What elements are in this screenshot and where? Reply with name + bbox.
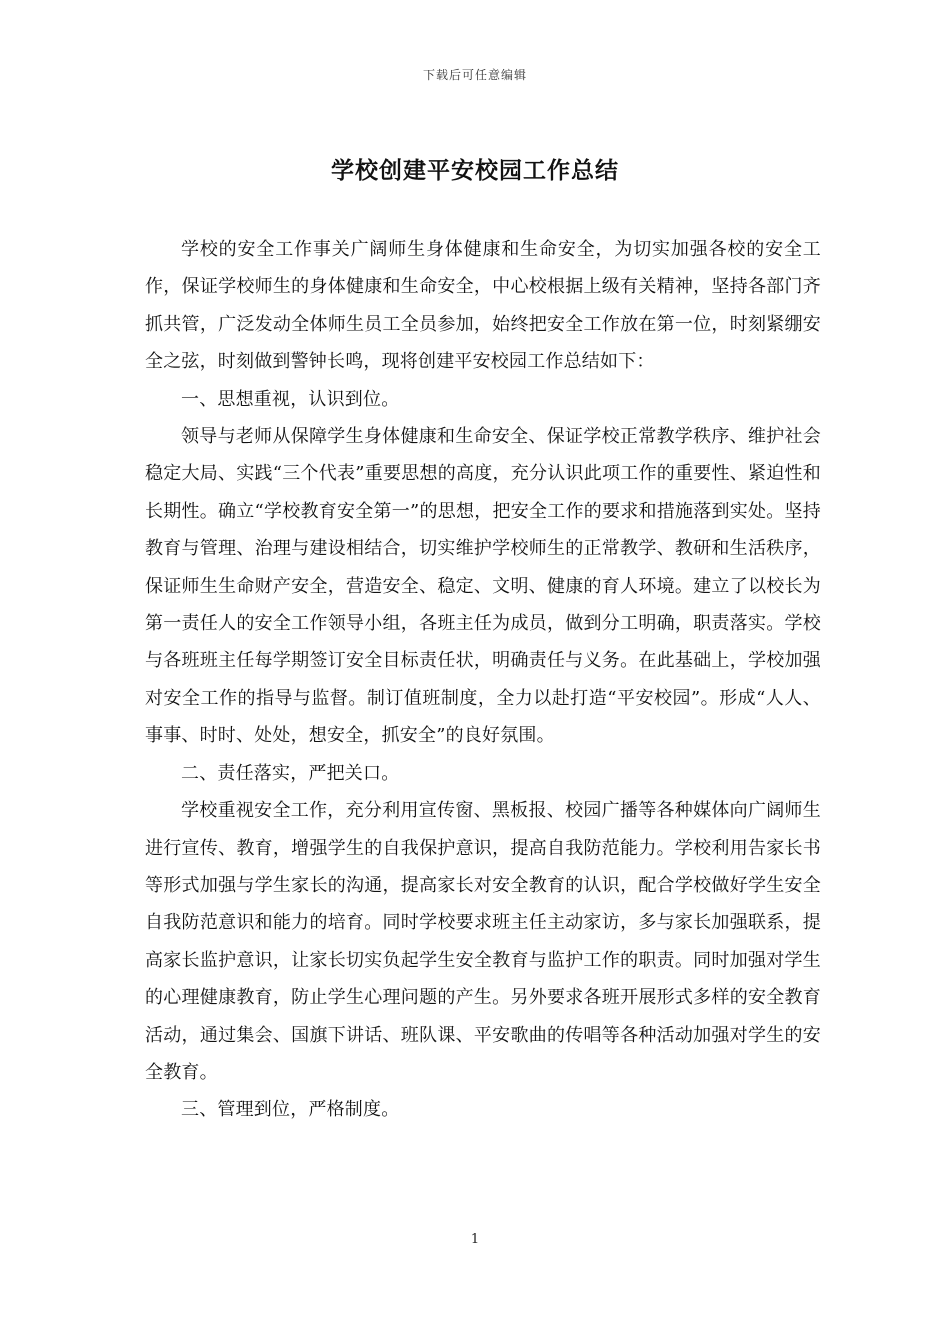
section-heading-2: 二、责任落实，严把关口。 [181, 762, 400, 784]
document-body [145, 231, 821, 1129]
section-heading-1: 一、思想重视，认识到位。 [181, 388, 400, 410]
page-header-note: 下载后可任意编辑 [422, 68, 527, 82]
section-2-paragraph: 学校重视安全工作，充分利用宣传窗、黑板报、校园广播等各种媒体向广阔师生进行宣传、教育，增强学生的自我保护意识，提高自我防范能力。学校利用告家长书等形式加强与学生家长的沟通，提高家长对安全教育的认识，配合学校做好学生安全自我防范意识和能力的培育。同时学校要求班主任主动家访，多与家长加强联系，提高家长监护意识，让家长切实负起学生安全教育与监护工作的职责。同时加强对学生的心理健康教育，防止学生心理问题的产生。另外要求各班开展形式多样的安全教育活动，通过集会、国旗下讲话、班队课、平安歌曲的传唱等各种活动加强对学生的安全教育。 [145, 800, 821, 1083]
intro-paragraph: 学校的安全工作事关广阔师生身体健康和生命安全，为切实加强各校的安全工作，保证学校师生的身体健康和生命安全，中心校根据上级有关精神，坚持各部门齐抓共管，广泛发动全体师生员工全员参加，始终把安全工作放在第一位，时刻紧绷安全之弦，时刻做到警钟长鸣，现将创建平安校园工作总结如下： [145, 239, 821, 373]
document-title: 学校创建平安校园工作总结 [331, 157, 619, 184]
section-1-paragraph: 领导与老师从保障学生身体健康和生命安全、保证学校正常教学秩序、维护社会稳定大局、实践“三个代表”重要思想的高度，充分认识此项工作的重要性、紧迫性和长期性。确立“学校教育安全第一”的思想，把安全工作的要求和措施落到实处。坚持教育与管理、治理与建设相结合，切实维护学校师生的正常教学、教研和生活秩序，保证师生生命财产安全，营造安全、稳定、文明、健康的育人环境。建立了以校长为第一责任人的安全工作领导小组，各班主任为成员，做到分工明确，职责落实。学校与各班班主任每学期签订安全目标责任状，明确责任与义务。在此基础上，学校加强对安全工作的指导与监督。制订值班制度，全力以赴打造“平安校园”。形成“人人、事事、时时、处处，想安全，抓安全”的良好氛围。 [145, 426, 821, 747]
page-number: 1 [470, 1232, 480, 1247]
section-heading-3: 三、管理到位，严格制度。 [181, 1099, 400, 1121]
